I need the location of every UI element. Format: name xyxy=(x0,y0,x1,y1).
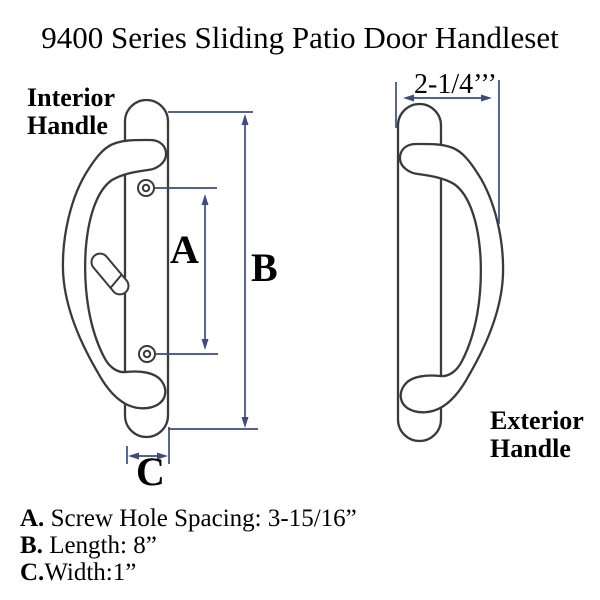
arrow-left-icon xyxy=(403,95,414,102)
spec-line-a-value: Screw Hole Spacing: 3-15/16” xyxy=(44,505,357,532)
spec-line-b-value: Length: 8” xyxy=(42,532,157,559)
spec-line-a-key: A. xyxy=(20,505,45,532)
exterior-handle-drawing xyxy=(398,104,503,441)
spec-line-a xyxy=(20,505,357,532)
dimension-label-c: C xyxy=(136,449,165,494)
spec-line-c-value: Width:1” xyxy=(44,559,137,586)
exterior-plate-and-grip xyxy=(398,104,503,441)
spec-list xyxy=(20,505,357,586)
interior-handle-drawing xyxy=(63,100,168,437)
dimension-label-a: A xyxy=(170,227,199,272)
exterior-width-label: 2-1/4’’’ xyxy=(414,69,497,100)
interior-handle-label-line1: Interior xyxy=(27,83,116,112)
spec-line-b xyxy=(20,532,357,559)
spec-line-c-key: C. xyxy=(20,559,45,586)
exterior-handle-label xyxy=(490,407,584,463)
arrow-up-icon xyxy=(242,114,249,125)
dimension-label-b: B xyxy=(251,245,278,290)
arrow-up-icon xyxy=(202,194,209,205)
spec-line-b-key: B. xyxy=(20,532,43,559)
arrow-down-icon xyxy=(202,339,209,350)
interior-handle-label-line2: Handle xyxy=(27,111,108,140)
exterior-handle-label-line1: Exterior xyxy=(490,406,584,435)
arrow-down-icon xyxy=(242,417,249,428)
screw-hole-top-inner xyxy=(143,185,149,191)
spec-line-c xyxy=(20,559,357,586)
screw-hole-bottom-inner xyxy=(144,351,150,357)
interior-handle-label xyxy=(27,84,115,140)
exterior-handle-label-line2: Handle xyxy=(490,434,571,463)
page-title: 9400 Series Sliding Patio Door Handleset xyxy=(41,20,559,55)
